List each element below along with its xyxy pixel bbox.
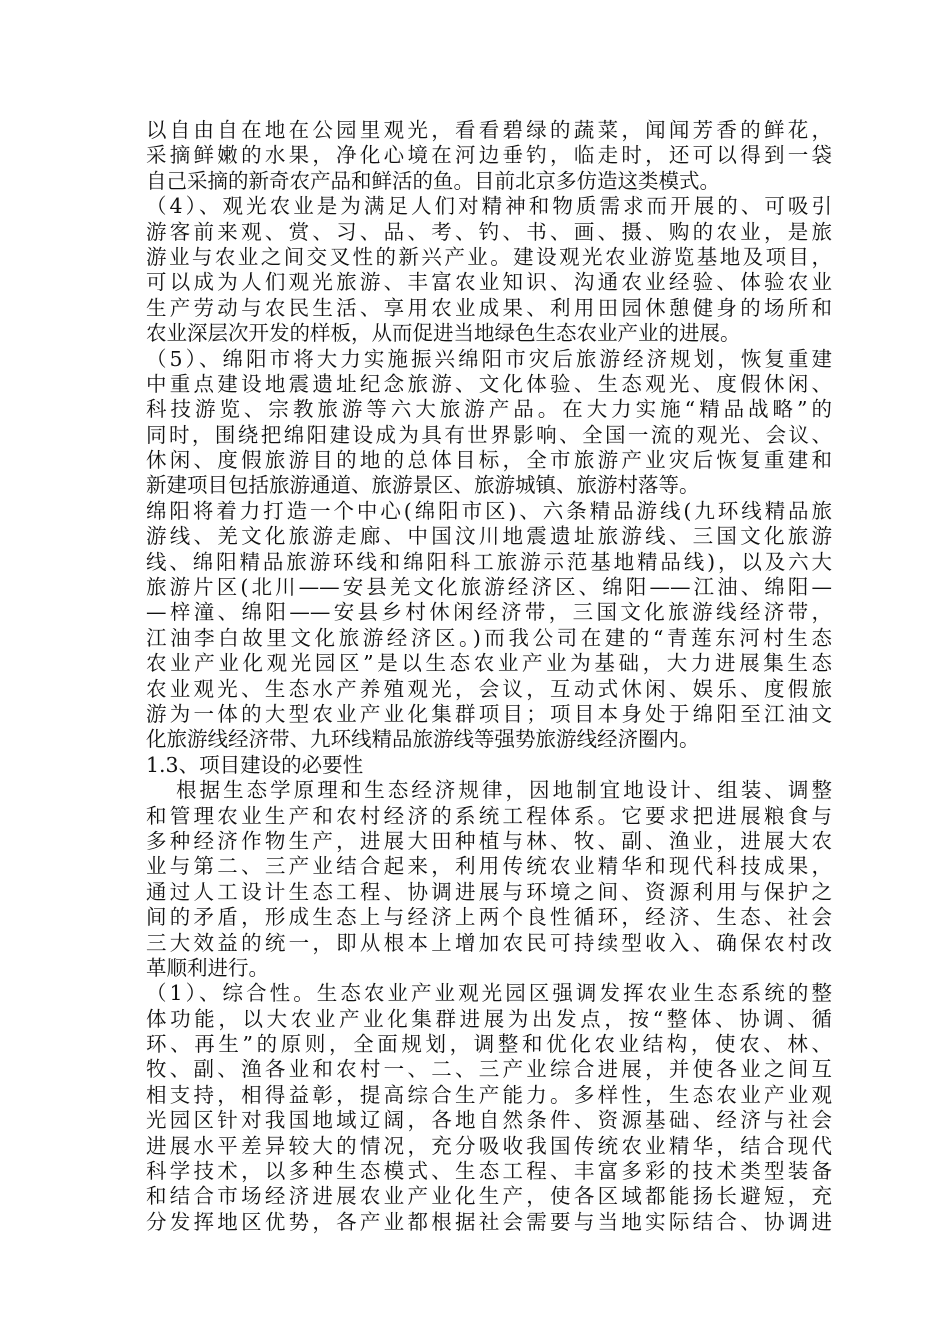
text-line: 牧、副、渔各业和农村一、二、三产业综合进展，并使各业之间互 [146,1057,832,1082]
text-line: 革顺利进行。 [146,955,269,980]
text-line: 新建项目包括旅游通道、旅游景区、旅游城镇、旅游村落等。 [146,473,700,498]
text-line: （1）、综合性。生态农业产业观光园区强调发挥农业生态系统的整 [146,981,832,1006]
text-line: —梓潼、绵阳——安县乡村休闲经济带，三国文化旅游线经济带， [146,600,832,625]
text-line: 多种经济作物生产，进展大田种植与林、牧、副、渔业，进展大农 [146,828,832,853]
text-line: 以自由自在地在公园里观光，看看碧绿的蔬菜，闻闻芳香的鲜花， [146,118,832,142]
text-line: 进展水平差异较大的情况，充分吸收我国传统农业精华，结合现代 [146,1133,832,1158]
text-line: 农业观光、生态水产养殖观光，会议，互动式休闲、娱乐、度假旅 [146,676,832,701]
text-line: 绵阳将着力打造一个中心(绵阳市区)、六条精品游线(九环线精品旅 [146,498,832,523]
text-line: 光园区针对我国地域辽阔，各地自然条件、资源基础、经济与社会 [146,1108,832,1133]
text-line: 生产劳动与农民生活、享用农业成果、利用田园休憩健身的场所和 [146,295,832,320]
text-line: 相支持，相得益彰，提高综合生产能力。多样性，生态农业产业观 [146,1082,832,1107]
text-line: 分发挥地区优势，各产业都根据社会需要与当地实际结合、协调进 [146,1209,832,1234]
text-line: 化旅游线经济带、九环线精品旅游线等强势旅游线经济圈内。 [146,727,700,752]
text-line: 游客前来观、赏、习、品、考、钓、书、画、摄、购的农业，是旅 [146,219,832,244]
text-line: 同时，围绕把绵阳建设成为具有世界影响、全国一流的观光、会议、 [146,422,832,447]
text-line: 游为一体的大型农业产业化集群项目；项目本身处于绵阳至江油文 [146,701,832,726]
section-heading: 1.3、项目建设的必要性 [146,752,364,777]
text-line: 农业产业化观光园区”是以生态农业产业为基础，大力进展集生态 [146,651,832,676]
text-line: 环、再生”的原则，全面规划，调整和优化农业结构，使农、林、 [146,1032,832,1057]
text-line: 游线、羌文化旅游走廊、中国汶川地震遗址旅游线、三国文化旅游 [146,524,832,549]
text-line: 农业深层次开发的样板，从而促进当地绿色生态农业产业的进展。 [146,321,741,346]
text-line: 中重点建设地震遗址纪念旅游、文化体验、生态观光、度假休闲、 [146,371,832,396]
text-line: 三大效益的统一，即从根本上增加农民可持续型收入、确保农村改 [146,930,832,955]
text-line: 通过人工设计生态工程、协调进展与环境之间、资源利用与保护之 [146,879,832,904]
text-line: 游业与农业之间交叉性的新兴产业。建设观光农业游览基地及项目， [146,244,832,269]
text-line: 体功能，以大农业产业化集群进展为出发点，按“整体、协调、循 [146,1006,832,1031]
text-line: 科学技术，以多种生态模式、生态工程、丰富多彩的技术类型装备 [146,1159,832,1184]
text-line: 休闲、度假旅游目的地的总体目标，全市旅游产业灾后恢复重建和 [146,448,832,473]
text-line: 科技游览、宗教旅游等六大旅游产品。在大力实施“精品战略”的 [146,397,832,422]
text-line: （4）、观光农业是为满足人们对精神和物质需求而开展的、可吸引 [146,194,832,219]
text-line: 可以成为人们观光旅游、丰富农业知识、沟通农业经验、体验农业 [146,270,832,295]
text-line: 采摘鲜嫩的水果，净化心境在河边垂钓，临走时，还可以得到一袋 [146,143,832,168]
text-line: 自己采摘的新奇农产品和鲜活的鱼。目前北京多仿造这类模式。 [146,168,720,193]
text-line: 和结合市场经济进展农业产业化生产，使各区域都能扬长避短，充 [146,1184,832,1209]
text-line: 江油李白故里文化旅游经济区。)而我公司在建的“青莲东河村生态 [146,625,832,650]
text-line: 和管理农业生产和农村经济的系统工程体系。它要求把进展粮食与 [146,803,832,828]
text-line: 旅游片区(北川——安县羌文化旅游经济区、绵阳——江油、绵阳— [146,575,832,600]
text-line: 根据生态学原理和生态经济规律，因地制宜地设计、组装、调整 [176,778,832,803]
text-line: 线、绵阳精品旅游环线和绵阳科工旅游示范基地精品线)，以及六大 [146,549,832,574]
document-body [146,118,832,1235]
text-line: 间的矛盾，形成生态上与经济上两个良性循环，经济、生态、社会 [146,905,832,930]
text-line: （5）、绵阳市将大力实施振兴绵阳市灾后旅游经济规划，恢复重建 [146,346,832,371]
text-line: 业与第二、三产业结合起来，利用传统农业精华和现代科技成果， [146,854,832,879]
